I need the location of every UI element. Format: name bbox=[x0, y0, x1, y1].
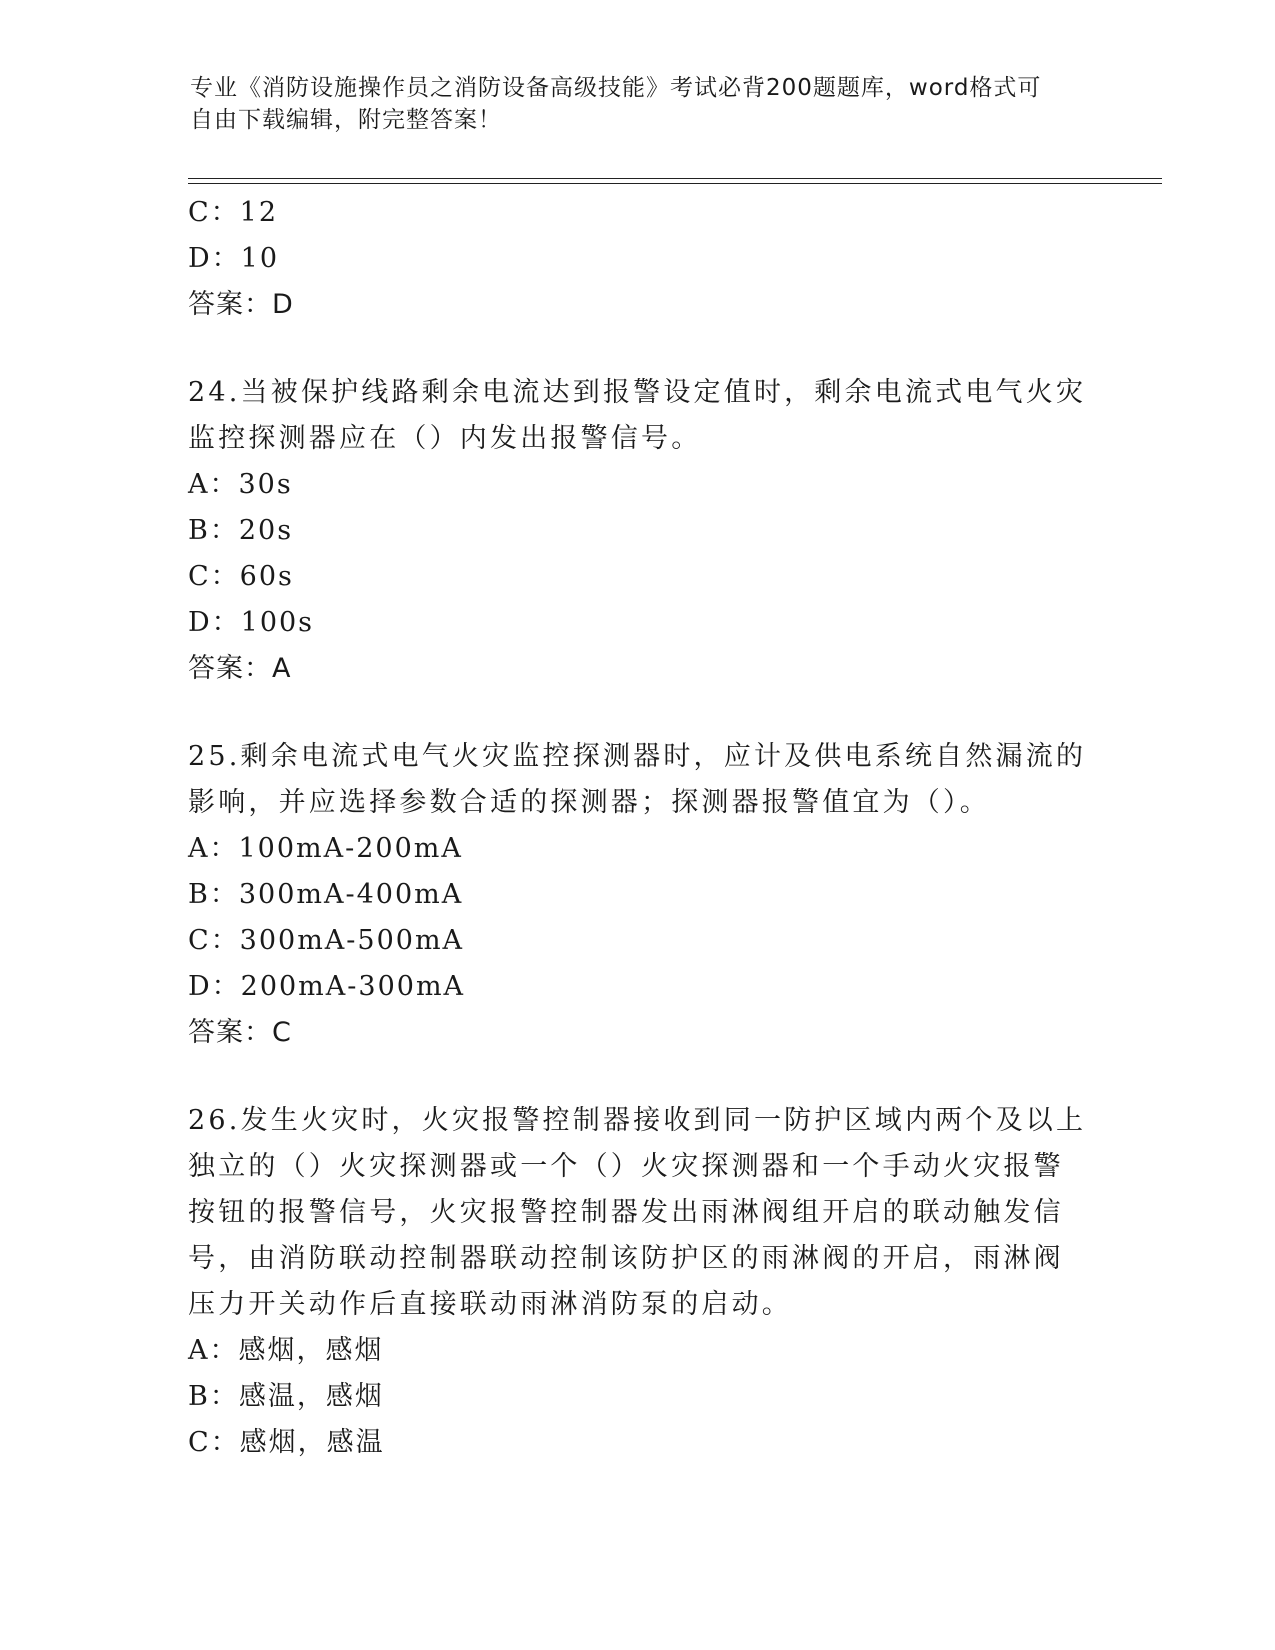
question-26 bbox=[188, 1098, 1108, 1466]
option-c: C：60s bbox=[188, 561, 294, 592]
question-text: 24.当被保护线路剩余电流达到报警设定值时，剩余电流式电气火灾监控探测器应在（）内发出报警信号。 bbox=[188, 377, 1087, 454]
question-24 bbox=[188, 370, 1108, 692]
answer-text: 答案：A bbox=[188, 653, 292, 684]
answer-text: 答案：C bbox=[188, 1017, 292, 1048]
option-d: D：100s bbox=[188, 607, 315, 638]
header-line-1: 专业《消防设施操作员之消防设备高级技能》考试必背200题题库，word格式可 bbox=[190, 75, 1042, 101]
question-text: 25.剩余电流式电气火灾监控探测器时，应计及供电系统自然漏流的影响，并应选择参数合适的探测器；探测器报警值宜为（）。 bbox=[188, 741, 1087, 818]
option-b: B：300mA-400mA bbox=[188, 879, 464, 910]
option-c: C：300mA-500mA bbox=[188, 925, 465, 956]
question-25 bbox=[188, 734, 1108, 1056]
answer-text: 答案：D bbox=[188, 289, 294, 320]
question-23-tail bbox=[188, 190, 1108, 328]
option-b: B：感温，感烟 bbox=[188, 1381, 384, 1412]
header-divider-bottom bbox=[188, 183, 1162, 184]
option-d: D：10 bbox=[188, 243, 280, 274]
option-c: C：12 bbox=[188, 197, 279, 228]
option-b: B：20s bbox=[188, 515, 294, 546]
option-d: D：200mA-300mA bbox=[188, 971, 466, 1002]
option-a: A：感烟，感烟 bbox=[188, 1335, 384, 1366]
option-a: A：100mA-200mA bbox=[188, 833, 463, 864]
page-header bbox=[190, 72, 1090, 136]
option-a: A：30s bbox=[188, 469, 293, 500]
option-c: C：感烟，感温 bbox=[188, 1427, 385, 1458]
header-line-2: 自由下载编辑，附完整答案！ bbox=[190, 107, 502, 133]
header-divider-top bbox=[188, 178, 1162, 179]
question-text: 26.发生火灾时，火灾报警控制器接收到同一防护区域内两个及以上独立的（）火灾探测器或一个（）火灾探测器和一个手动火灾报警按钮的报警信号，火灾报警控制器发出雨淋阀组开启的联动触发信号，由消防联动控制器联动控制该防护区的雨淋阀的开启，雨淋阀压力开关动作后直接联动雨淋消防泵的启动。 bbox=[188, 1105, 1087, 1320]
question-content bbox=[188, 190, 1108, 1466]
